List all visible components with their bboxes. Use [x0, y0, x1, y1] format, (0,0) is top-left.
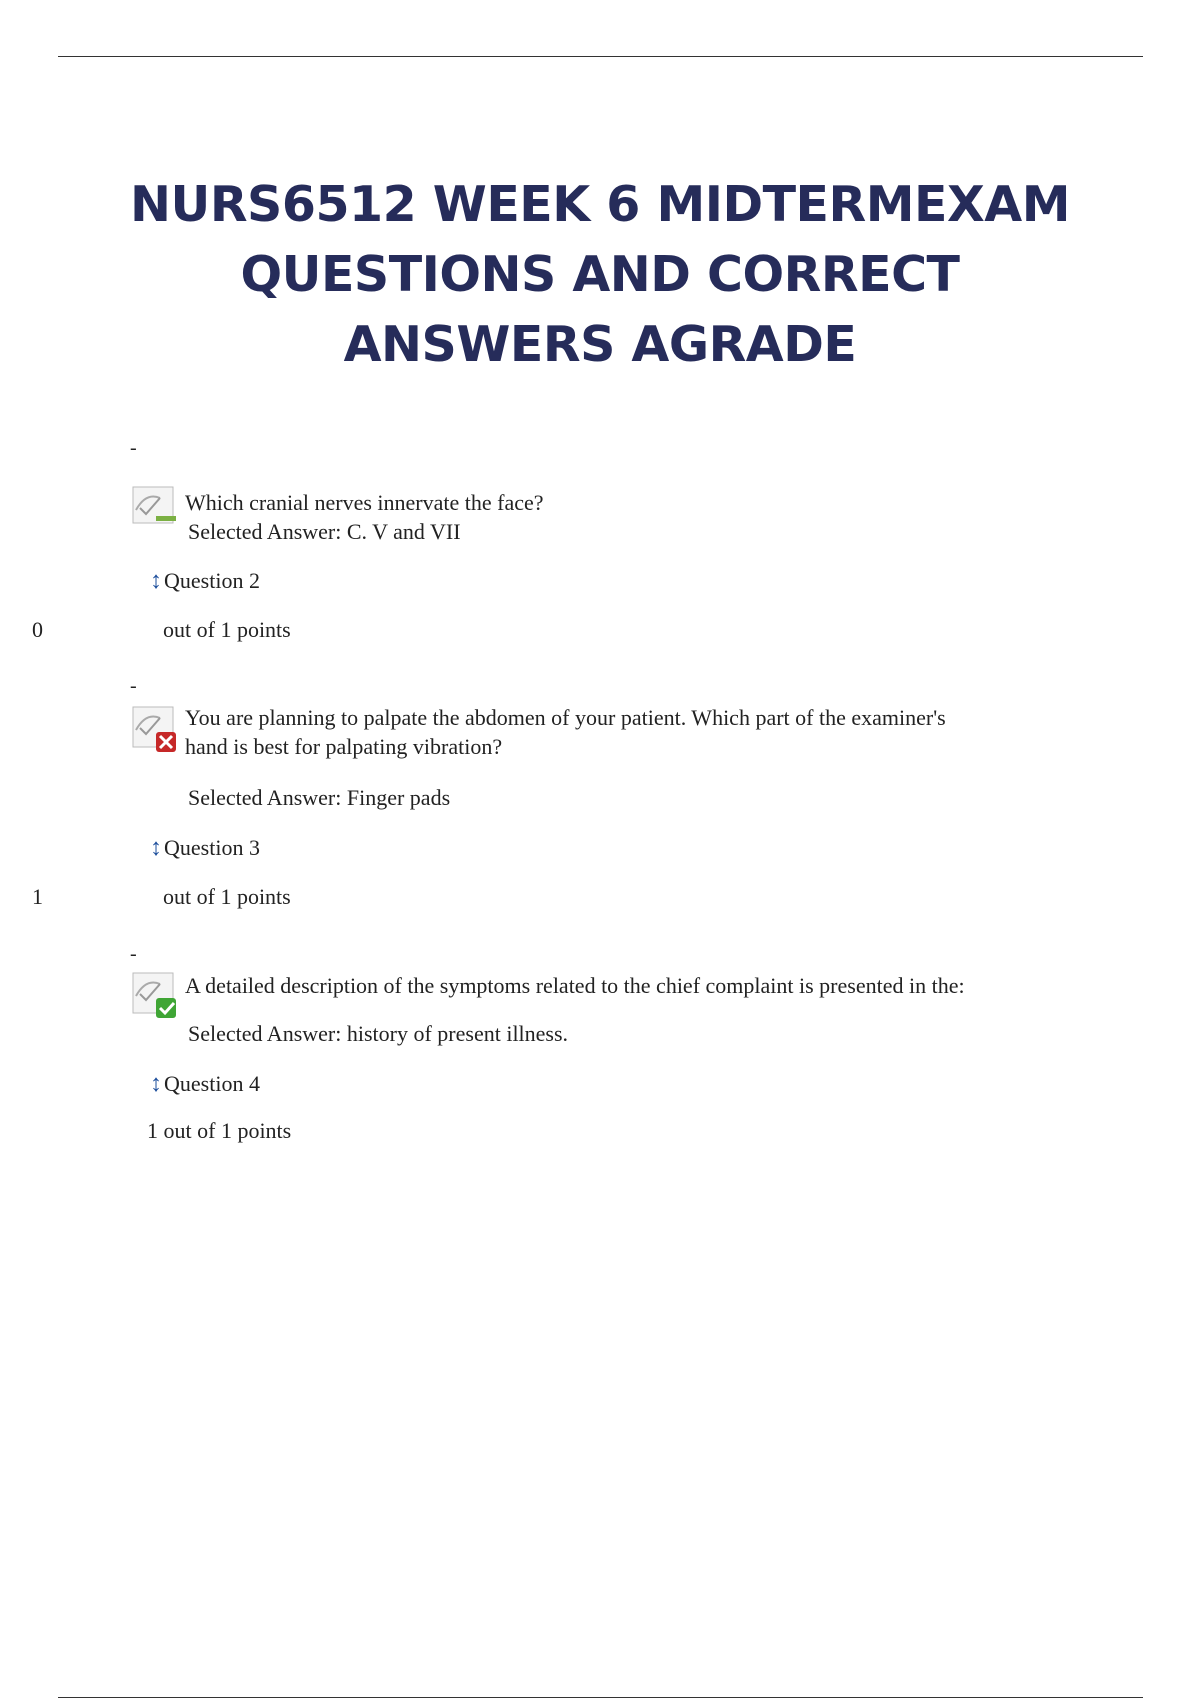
separator-dash: -	[130, 437, 137, 459]
selected-answer-label: Selected Answer:	[188, 785, 342, 810]
question-number: Question 4	[164, 1071, 260, 1096]
selected-answer-value: C. V and VII	[346, 519, 461, 544]
score-value: 1	[32, 884, 43, 909]
bottom-rule	[58, 1697, 1143, 1698]
top-rule	[58, 56, 1143, 57]
incorrect-x-icon	[130, 704, 180, 754]
selected-answer	[188, 784, 450, 812]
question-header	[150, 834, 260, 862]
question-text: A detailed description of the symptoms related to the chief complaint is presented in the:	[185, 973, 965, 998]
partial-check-icon	[130, 484, 180, 534]
reorder-arrow-icon: ↕	[150, 568, 162, 594]
question-number: Question 2	[164, 568, 260, 593]
reorder-arrow-icon: ↕	[150, 1071, 162, 1097]
selected-answer-label: Selected Answer:	[188, 519, 342, 544]
selected-answer-label: Selected Answer:	[188, 1021, 342, 1046]
title-line-1: NURS6512 WEEK 6 MIDTERMEXAM	[130, 176, 1070, 233]
question-header	[150, 1070, 260, 1098]
title-line-3: ANSWERS AGRADE	[343, 316, 857, 373]
question-header	[150, 567, 260, 595]
question-text-line-2: hand is best for palpating vibration?	[185, 734, 503, 759]
reorder-arrow-icon: ↕	[150, 835, 162, 861]
score-text: 1 out of 1 points	[147, 1118, 292, 1143]
page-title	[100, 170, 1100, 380]
selected-answer-value: history of present illness.	[346, 1021, 569, 1046]
question-text: Which cranial nerves innervate the face?	[185, 490, 544, 515]
correct-check-icon	[130, 970, 180, 1020]
score-text: out of 1 points	[163, 617, 291, 642]
separator-dash: -	[130, 943, 137, 965]
title-line-2: QUESTIONS AND CORRECT	[240, 246, 960, 303]
separator-dash: -	[130, 675, 137, 697]
question-text-line-1: You are planning to palpate the abdomen of your patient. Which part of the examiner's	[185, 705, 946, 730]
score-value: 0	[32, 617, 43, 642]
selected-answer-value: Finger pads	[346, 785, 451, 810]
selected-answer	[188, 1020, 568, 1048]
score-text: out of 1 points	[163, 884, 291, 909]
question-number: Question 3	[164, 835, 260, 860]
selected-answer	[188, 518, 461, 546]
